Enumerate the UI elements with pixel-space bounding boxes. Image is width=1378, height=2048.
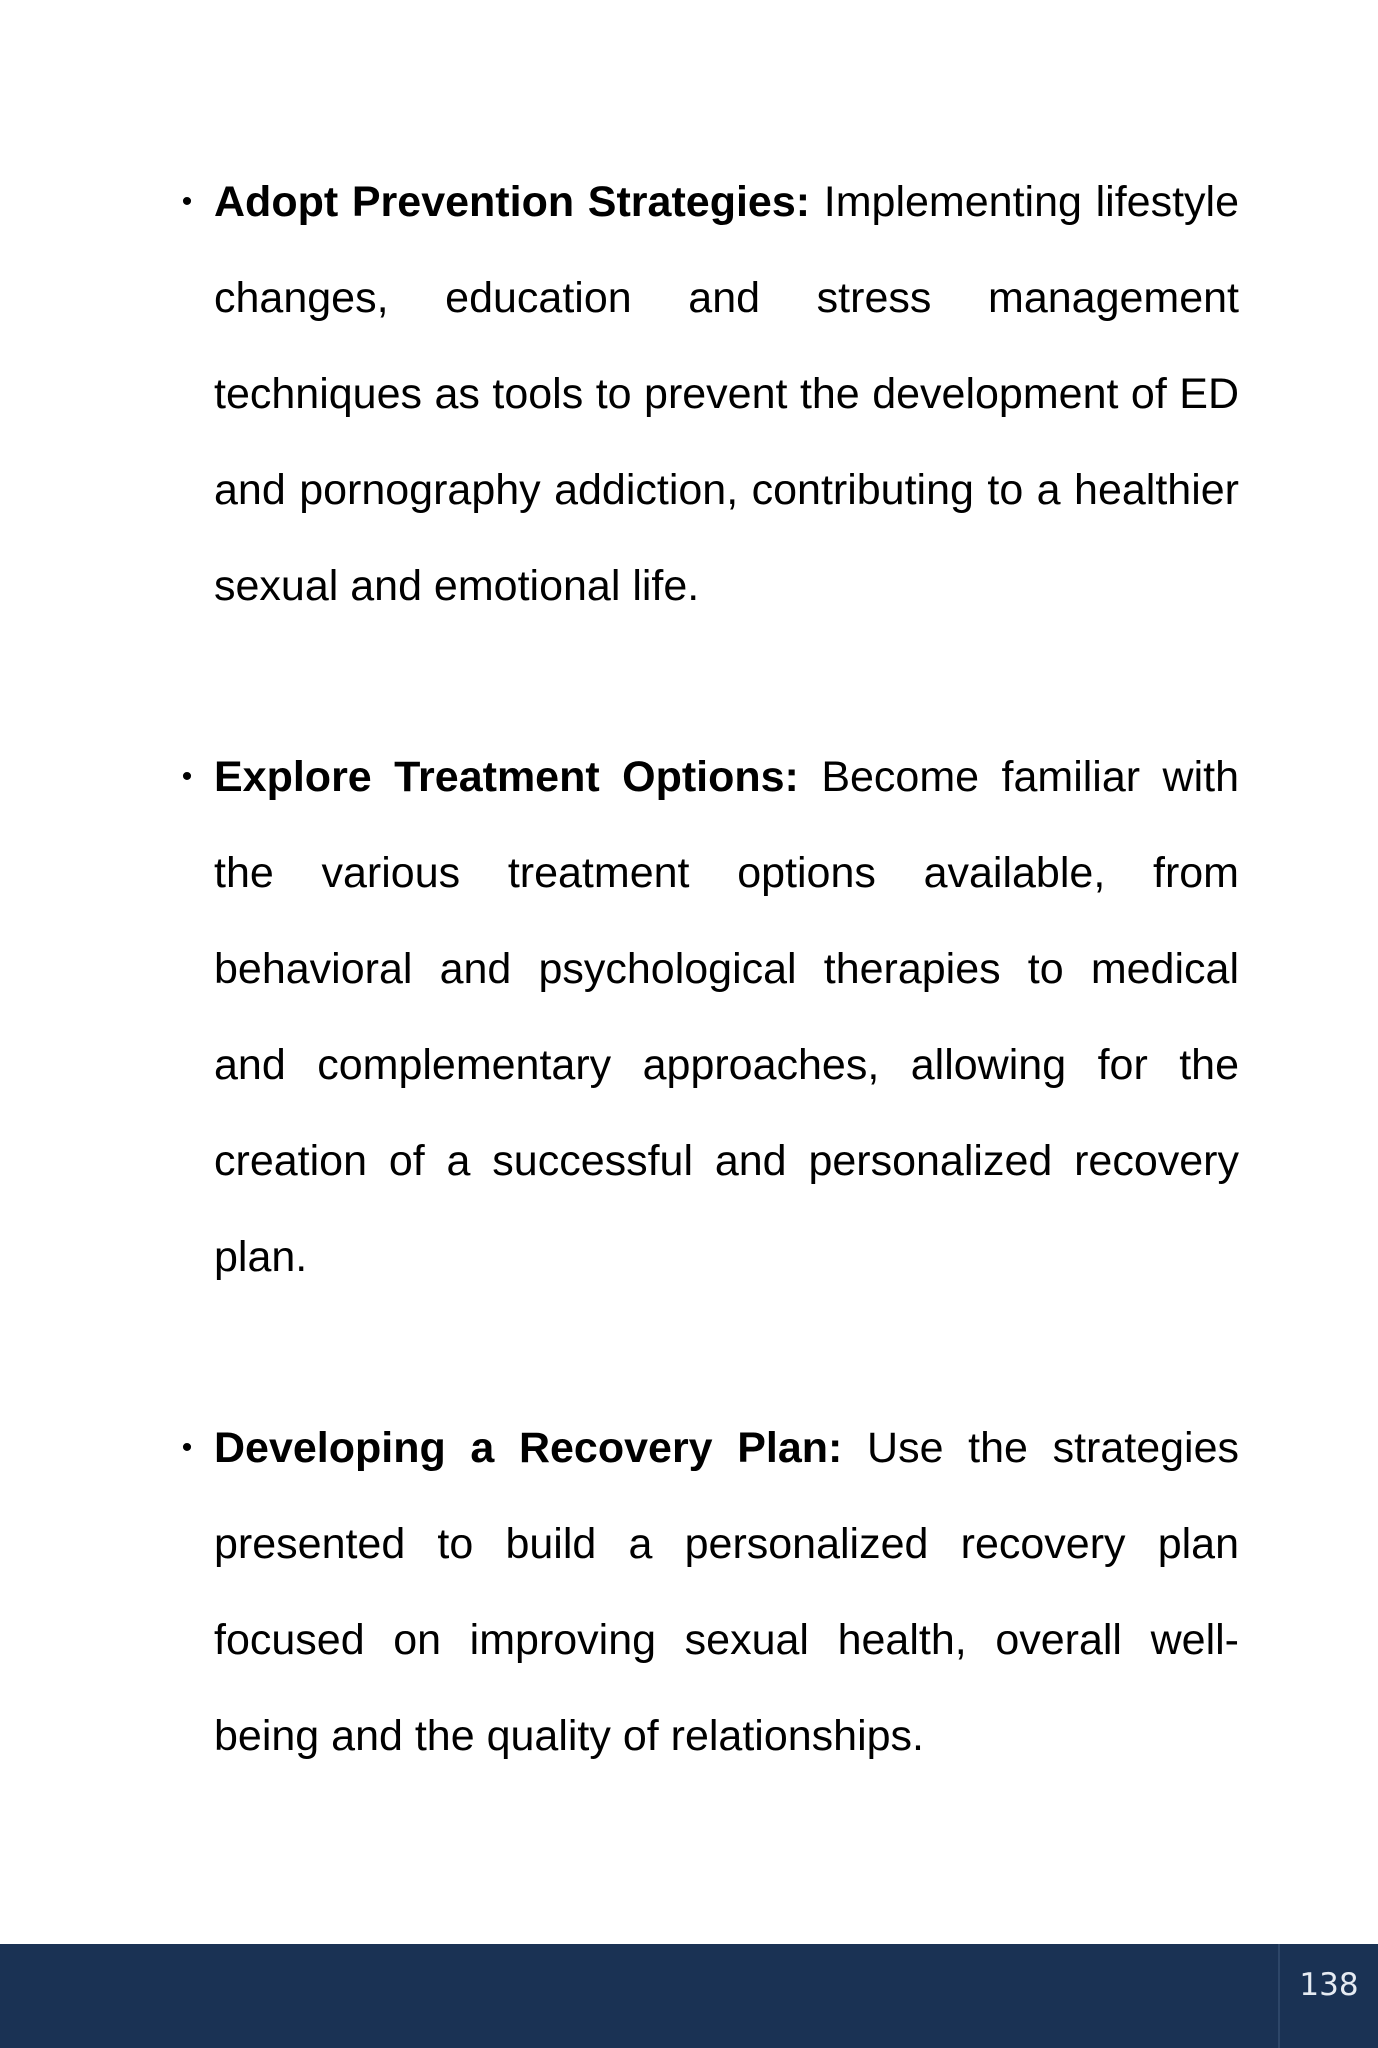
page-number: 138 (1299, 1967, 1359, 2003)
bullet-item-developing-recovery-plan (181, 1400, 1239, 1784)
bullet-text: Become familiar with the various treatment options available, from behavioral and psychological therapies to medical and complementary approaches, allowing for the creation of a successful and personalized recovery plan. (214, 753, 1240, 1281)
bullet-dot-icon: • (181, 185, 193, 218)
bullet-text: Implementing lifestyle changes, education and stress management techniques as tools to prevent the development of ED and pornography addiction, contributing to a healthier sexual and emotional life. (214, 178, 1239, 610)
bullet-term: Adopt Prevention Strategies: (214, 178, 811, 226)
bullet-text: Use the strategies presented to build a personalized recovery plan focused on improving sexual health, overall well-being and the quality of relationships. (214, 1424, 1239, 1760)
bullet-dot-icon: • (181, 760, 193, 793)
bullet-item-explore-treatment-options (181, 729, 1240, 1305)
bullet-term: Developing a Recovery Plan: (214, 1424, 843, 1472)
footer-bar (0, 1944, 1378, 2048)
bullet-term: Explore Treatment Options: (214, 753, 799, 801)
bullet-item-adopt-prevention-strategies (181, 154, 1239, 634)
bullet-dot-icon: • (181, 1431, 193, 1464)
